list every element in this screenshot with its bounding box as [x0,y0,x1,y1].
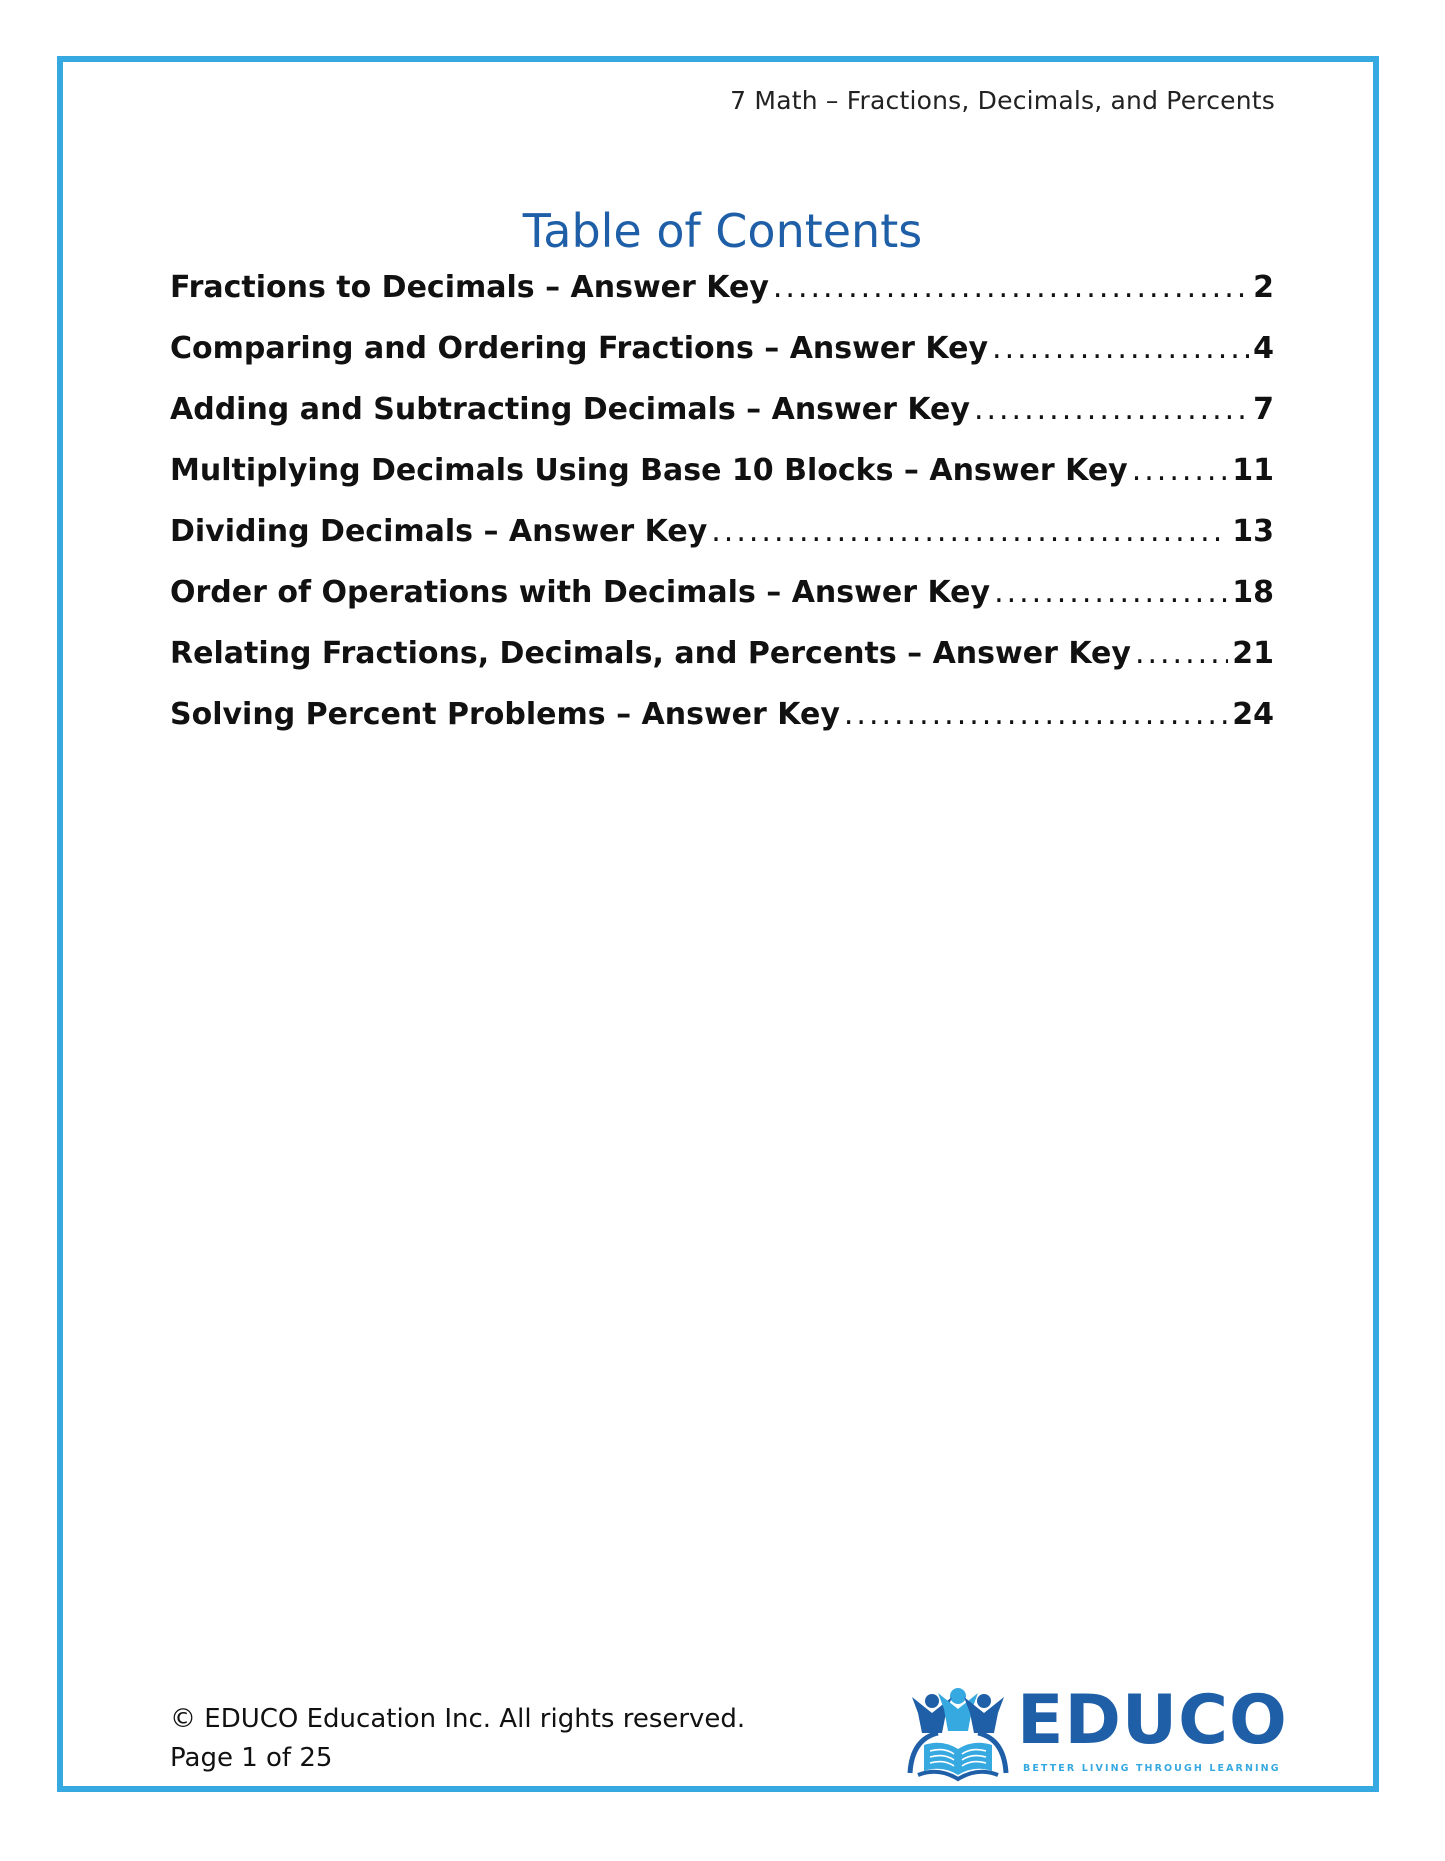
toc-dot-leader [1135,636,1228,671]
running-header: 7 Math – Fractions, Decimals, and Percents [730,86,1275,115]
toc-dot-leader [974,392,1249,427]
toc-entry[interactable] [170,575,1274,636]
table-of-contents [170,270,1274,758]
educo-logo [902,1681,1288,1782]
page-title: Table of Contents [522,204,923,258]
toc-entry-page: 7 [1253,392,1274,427]
toc-dot-leader [844,697,1228,732]
toc-entry[interactable] [170,331,1274,392]
people-over-book-icon [902,1687,1014,1782]
toc-entry-label: Multiplying Decimals Using Base 10 Blocks – Answer Key [170,453,1128,488]
toc-entry-page: 13 [1232,514,1274,549]
toc-entry-label: Dividing Decimals – Answer Key [170,514,708,549]
toc-entry-page: 21 [1232,636,1274,671]
toc-dot-leader [773,270,1249,305]
toc-dot-leader [1132,453,1229,488]
toc-entry-label: Solving Percent Problems – Answer Key [170,697,840,732]
toc-entry-page: 4 [1253,331,1274,366]
page-footer [170,1700,745,1778]
toc-entry-page: 11 [1232,453,1274,488]
copyright-notice: © EDUCO Education Inc. All rights reserved. [170,1704,746,1734]
toc-entry[interactable] [170,636,1274,697]
toc-entry[interactable] [170,697,1274,758]
toc-dot-leader [711,514,1228,549]
toc-entry-label: Order of Operations with Decimals – Answer Key [170,575,991,610]
toc-entry[interactable] [170,270,1274,331]
toc-dot-leader [994,575,1228,610]
toc-entry-label: Adding and Subtracting Decimals – Answer Key [170,392,970,427]
page-number: Page 1 of 25 [170,1743,333,1773]
toc-entry[interactable] [170,392,1274,453]
logo-wordmark: EDUCO [1017,1681,1288,1760]
toc-entry[interactable] [170,453,1274,514]
toc-entry[interactable] [170,514,1274,575]
toc-entry-page: 24 [1232,697,1274,732]
toc-dot-leader [992,331,1249,366]
toc-entry-page: 18 [1232,575,1274,610]
toc-entry-page: 2 [1253,270,1274,305]
toc-entry-label: Fractions to Decimals – Answer Key [170,270,769,305]
toc-entry-label: Relating Fractions, Decimals, and Percents – Answer Key [170,636,1131,671]
logo-tagline: BETTER LIVING THROUGH LEARNING [1023,1763,1281,1774]
toc-entry-label: Comparing and Ordering Fractions – Answer Key [170,331,989,366]
